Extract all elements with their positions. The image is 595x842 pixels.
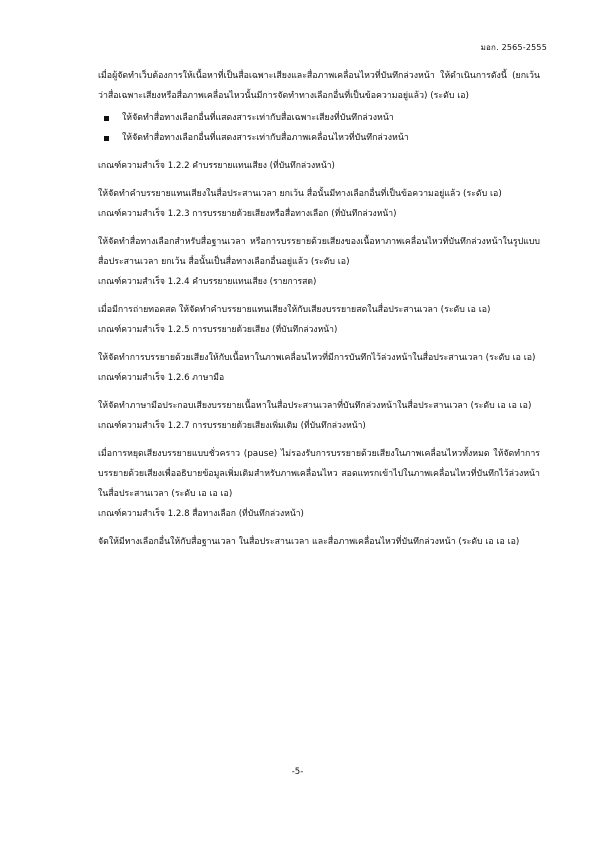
list-item [98,128,540,148]
section-body: เมื่อการหยุดเสียงบรรยายแบบชั่วคราว (pause) ไม่รองรับการบรรยายด้วยเสียงในภาพเคลื่อนไหวทั้งหมด ให้จัดทำการบรรยายด้วยเสียงเพื่ออธิบายข้อมูลเพิ่มเติมสำหรับภาพเคลื่อนไหว สอดแทรกเข้าไปในภาพเคลื่อนไหวที่บันทึกไว้ล่วงหน้าในสื่อประสานเวลา (ระดับ เอ เอ เอ) [98,449,540,499]
section-body: เมื่อมีการถ่ายทอดสด ให้จัดทำคำบรรยายแทนเสียงให้กับเสียงบรรยายสดในสื่อประสานเวลา (ระดับ เอ เอ) [98,305,491,315]
section-body: จัดให้มีทางเลือกอื่นให้กับสื่อฐานเวลา ในสื่อประสานเวลา และสื่อภาพเคลื่อนไหวที่บันทึกล่วงหน้า (ระดับ เอ เอ เอ) [98,537,520,547]
section-body: ให้จัดทำคำบรรยายแทนเสียงในสื่อประสานเวลา ยกเว้น สื่อนั้นมีทางเลือกอื่นที่เป็นข้อความอยู่แล้ว (ระดับ เอ) [98,189,502,199]
square-bullet-icon [104,136,109,141]
intro-paragraph: เมื่อผู้จัดทำเว็บต้องการให้เนื้อหาที่เป็นสื่อเฉพาะเสียงและสื่อภาพเคลื่อนไหวที่บันทึกล่วงหน้า ให้ดำเนินการดังนี้ (ยกเว้นว่าสื่อเฉพาะเสียงหรือสื่อภาพเคลื่อนไหวนั้นมีการจัดทำทางเลือกอื่นที่เป็นข้อความอยู่แล้ว) (ระดับ เอ) [98,71,540,101]
section-heading: เกณฑ์ความสำเร็จ 1.2.2 คำบรรยายแทนเสียง (ที่บันทึกล่วงหน้า) [98,161,335,171]
page-number: -5- [291,767,304,777]
section-body: ให้จัดทำสื่อทางเลือกสำหรับสื่อฐานเวลา หรือการบรรยายด้วยเสียงของเนื้อหาภาพเคลื่อนไหวที่บันทึกล่วงหน้าในรูปแบบสื่อประสานเวลา ยกเว้น สื่อนั้นเป็นสื่อทางเลือกอื่นอยู่แล้ว (ระดับ เอ) [98,237,540,267]
section-heading: เกณฑ์ความสำเร็จ 1.2.5 การบรรยายด้วยเสียง (ที่บันทึกล่วงหน้า) [98,325,338,335]
page-content [98,66,540,552]
list-item-text: ให้จัดทำสื่อทางเลือกอื่นที่แสดงสาระเท่ากับสื่อภาพเคลื่อนไหวที่บันทึกล่วงหน้า [122,133,409,143]
list-item [98,108,540,128]
section-heading: เกณฑ์ความสำเร็จ 1.2.6 ภาษามือ [98,373,225,383]
section-heading: เกณฑ์ความสำเร็จ 1.2.8 สื่อทางเลือก (ที่บันทึกล่วงหน้า) [98,509,304,519]
requirement-list [98,108,540,148]
section-heading: เกณฑ์ความสำเร็จ 1.2.7 การบรรยายด้วยเสียงเพิ่มเติม (ที่บันทึกล่วงหน้า) [98,421,366,431]
section-body: ให้จัดทำการบรรยายด้วยเสียงให้กับเนื้อหาในภาพเคลื่อนไหวที่มีการบันทึกไว้ล่วงหน้าในสื่อประสานเวลา (ระดับ เอ เอ) [98,353,536,363]
section-heading: เกณฑ์ความสำเร็จ 1.2.4 คำบรรยายแทนเสียง (รายการสด) [98,277,317,287]
square-bullet-icon [104,116,109,121]
section-heading: เกณฑ์ความสำเร็จ 1.2.3 การบรรยายด้วยเสียงหรือสื่อทางเลือก (ที่บันทึกล่วงหน้า) [98,209,397,219]
document-number: มอก. 2565-2555 [480,43,547,52]
section-body: ให้จัดทำภาษามือประกอบเสียงบรรยายเนื้อหาในสื่อประสานเวลาที่บันทึกล่วงหน้าในสื่อประสานเวลา (ระดับ เอ เอ เอ) [98,401,532,411]
list-item-text: ให้จัดทำสื่อทางเลือกอื่นที่แสดงสาระเท่ากับสื่อเฉพาะเสียงที่บันทึกล่วงหน้า [122,113,394,123]
